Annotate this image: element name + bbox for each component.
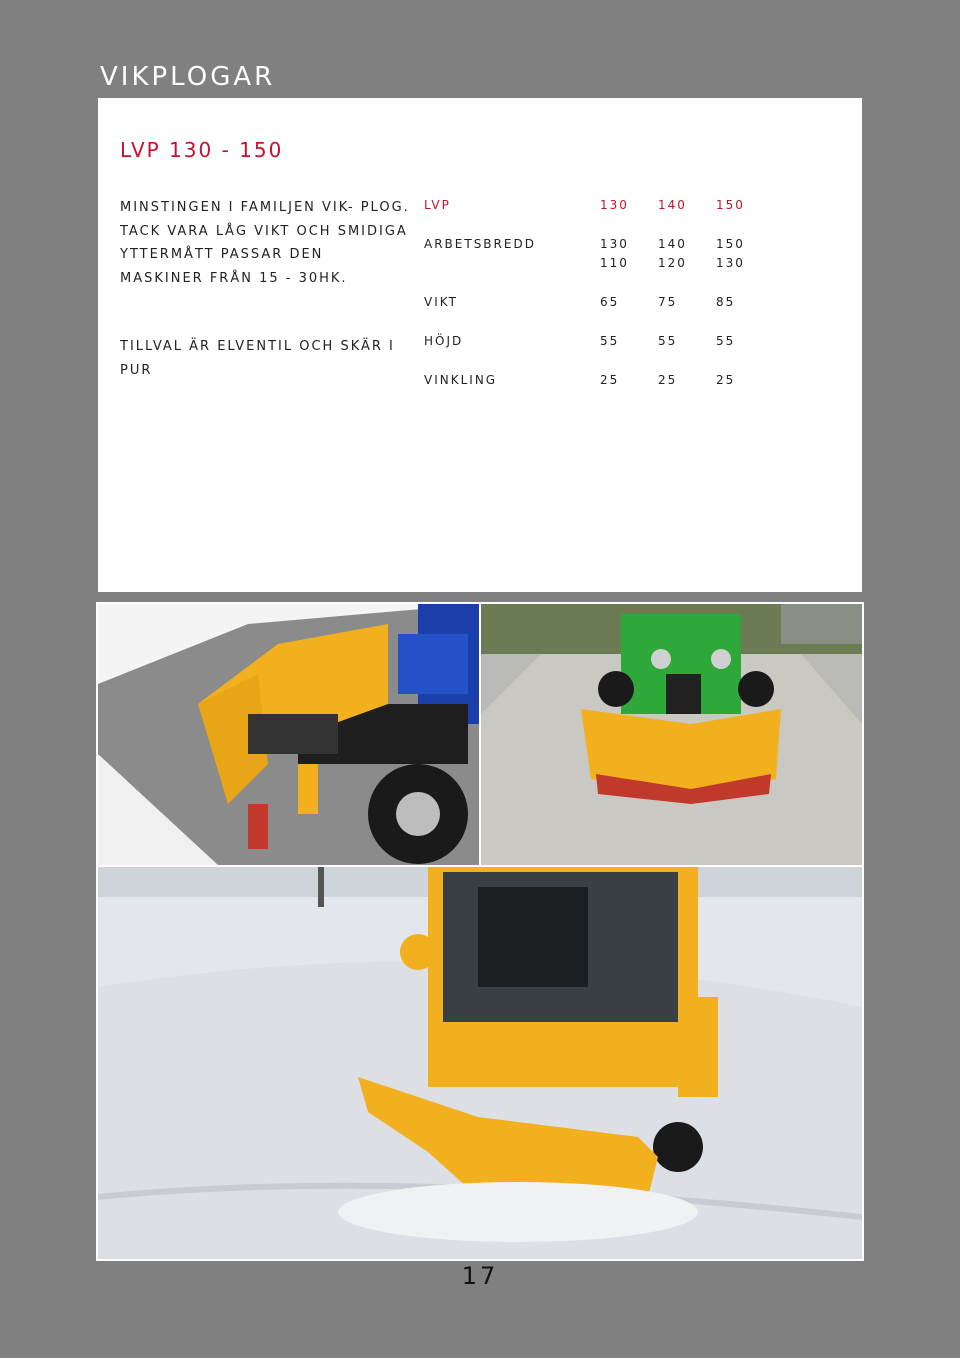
photo-plow-blue-tractor xyxy=(96,602,481,867)
photo-plow-green-loader xyxy=(479,602,864,867)
spec-value: 75 xyxy=(658,295,678,309)
spec-value: 140 xyxy=(658,237,687,251)
spec-header-value: 130 xyxy=(600,198,629,212)
spec-label: HÖJD xyxy=(424,334,464,348)
photo-plow-yellow-tractor-snow xyxy=(96,865,864,1261)
spec-value: 55 xyxy=(600,334,620,348)
content-panel xyxy=(98,98,862,592)
spec-value: 85 xyxy=(716,295,736,309)
page-number: 17 xyxy=(461,1262,499,1290)
page-title: VIKPLOGAR xyxy=(100,62,276,92)
spec-value: 110 xyxy=(600,256,629,270)
intro-text: MINSTINGEN I FAMILJEN VIK- PLOG. TACK VARA LÅG VIKT OCH SMIDIGA YTTERMÅTT PASSAR DEN MASKINER FRÅN 15 - 30HK. xyxy=(120,200,410,286)
spec-header-value: 150 xyxy=(716,198,745,212)
product-heading: LVP 130 - 150 xyxy=(120,138,284,162)
spec-value: 25 xyxy=(658,373,678,387)
spec-label: VINKLING xyxy=(424,373,498,387)
spec-value: 130 xyxy=(716,256,745,270)
options-text: TILLVAL ÄR ELVENTIL OCH SKÄR I PUR xyxy=(120,339,395,378)
spec-value: 55 xyxy=(716,334,736,348)
spec-value: 25 xyxy=(600,373,620,387)
spec-header-value: 140 xyxy=(658,198,687,212)
spec-label: VIKT xyxy=(424,295,459,309)
spec-value: 150 xyxy=(716,237,745,251)
spec-value: 65 xyxy=(600,295,620,309)
spec-value: 120 xyxy=(658,256,687,270)
spec-value: 25 xyxy=(716,373,736,387)
spec-value: 130 xyxy=(600,237,629,251)
spec-value: 55 xyxy=(658,334,678,348)
spec-label: ARBETSBREDD xyxy=(424,237,536,251)
spec-header-label: LVP xyxy=(424,198,451,212)
